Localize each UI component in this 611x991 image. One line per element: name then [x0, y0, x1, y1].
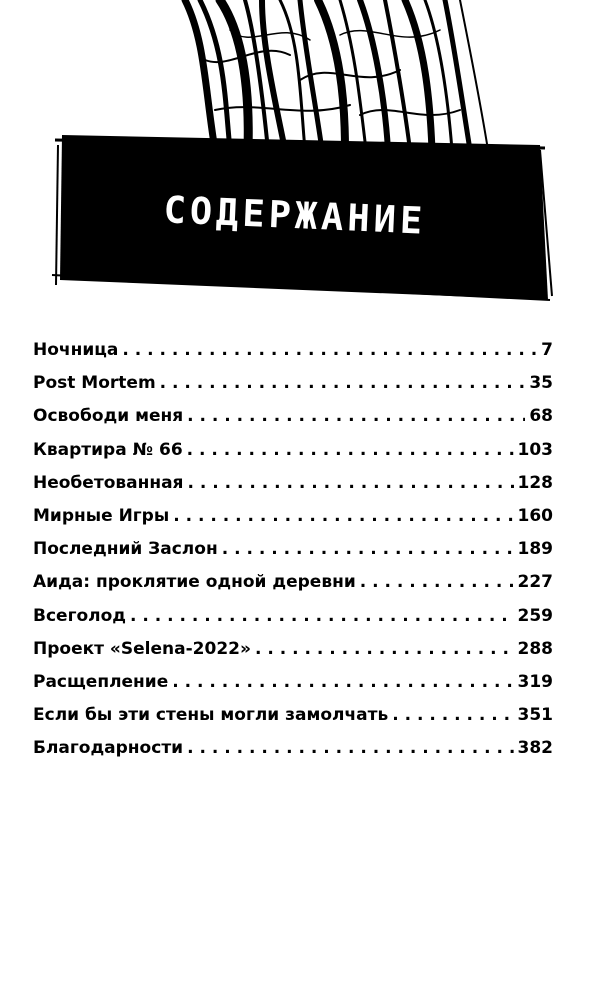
leader-dots: [172, 672, 513, 692]
toc-entry: [33, 473, 553, 506]
leader-dots: [187, 406, 525, 426]
toc-entry-title: Освободи меня: [33, 406, 184, 427]
leader-dots: [160, 373, 526, 393]
toc-entry-page: 227: [517, 572, 553, 593]
toc-entry-page: 128: [517, 472, 553, 493]
toc-entry-title: Необетованная: [33, 472, 184, 493]
toc-entry: [33, 639, 553, 672]
toc-entry-title: Расщепление: [33, 671, 169, 692]
toc-entry: [33, 440, 553, 473]
toc-entry: [33, 506, 553, 539]
toc-entry-title: Post Mortem: [33, 373, 156, 394]
leader-dots: [187, 473, 513, 493]
toc-entry-page: 351: [517, 705, 553, 726]
toc-entry-page: 160: [517, 505, 553, 526]
leader-dots: [222, 539, 514, 559]
toc-entry-title: Благодарности: [33, 738, 184, 759]
toc-entry-page: 68: [529, 406, 553, 427]
toc-entry-title: Проект «Selena-2022»: [33, 638, 251, 659]
toc-entry: [33, 406, 553, 439]
toc-entry-title: Если бы эти стены могли замолчать: [33, 705, 389, 726]
tree-roots-illustration: [0, 0, 611, 310]
toc-entry: [33, 606, 553, 639]
toc-entry-title: Ночница: [33, 340, 119, 360]
toc-entry-page: 7: [541, 340, 553, 360]
toc-entry-page: 103: [517, 439, 553, 460]
toc-entry: [33, 672, 553, 705]
leader-dots: [187, 738, 513, 758]
toc-entry-page: 259: [517, 605, 553, 626]
leader-dots: [392, 705, 513, 725]
toc-entry-page: 319: [517, 671, 553, 692]
toc-entry-title: Всеголод: [33, 605, 126, 626]
leader-dots: [130, 606, 514, 626]
toc-entry-title: Квартира № 66: [33, 439, 183, 460]
toc-entry-page: 35: [529, 373, 553, 394]
toc-entry: [33, 572, 553, 605]
toc-entry-title: Последний Заслон: [33, 539, 218, 560]
toc-entry-page: 382: [517, 738, 553, 759]
leader-dots: [122, 340, 537, 360]
toc-entry: [33, 340, 553, 373]
leader-dots: [255, 639, 514, 659]
leader-dots: [173, 506, 513, 526]
toc-entry: [33, 539, 553, 572]
toc-entry: [33, 738, 553, 771]
table-of-contents: [33, 340, 553, 771]
leader-dots: [187, 440, 514, 460]
page-title: СОДЕРЖАНИЕ: [162, 187, 428, 243]
toc-entry-title: Аида: проклятие одной деревни: [33, 572, 356, 593]
toc-entry-title: Мирные Игры: [33, 505, 170, 526]
toc-entry-page: 288: [517, 638, 553, 659]
toc-entry: [33, 705, 553, 738]
toc-entry: [33, 373, 553, 406]
leader-dots: [360, 572, 514, 592]
toc-entry-page: 189: [517, 539, 553, 560]
